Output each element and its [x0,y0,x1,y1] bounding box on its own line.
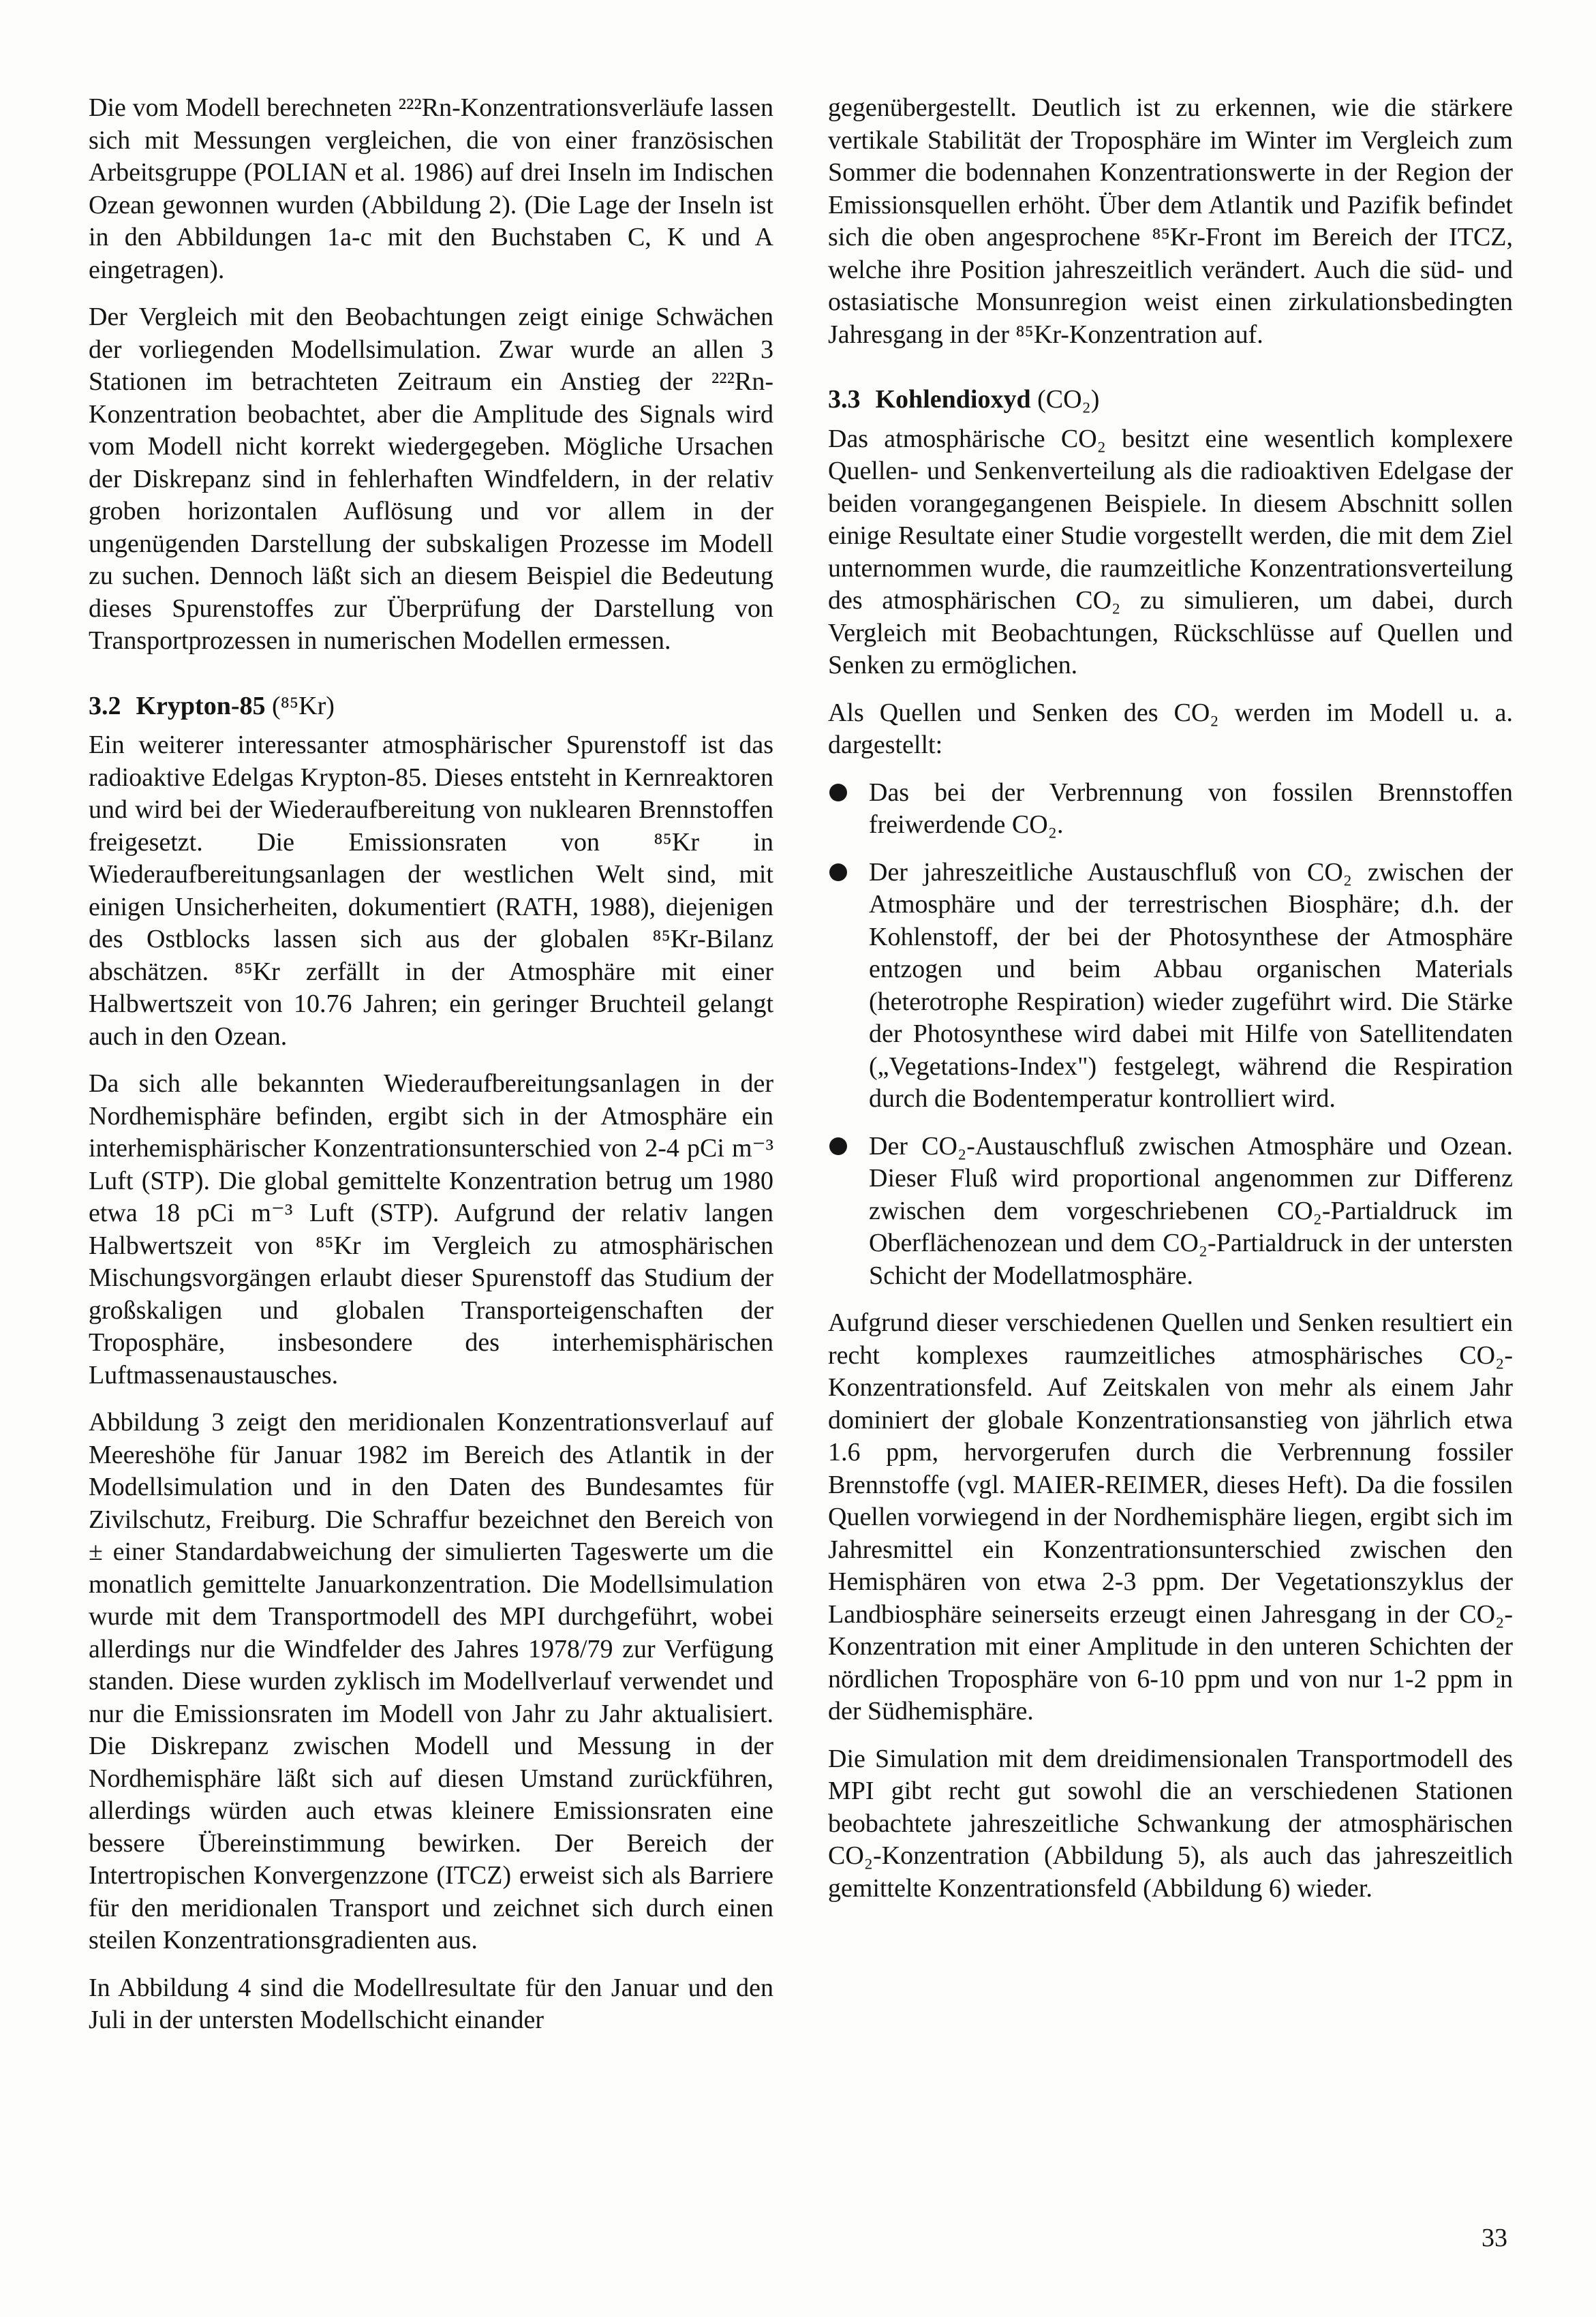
bullet-icon [829,1137,847,1155]
page-number: 33 [1482,2224,1507,2252]
paragraph: Ein weiterer interessanter atmosphärischer Spurenstoff ist das radioaktive Edelgas Krypton-85. Dieses entsteht in Kernreaktoren und wird bei der Wiederaufbereitung von nuklearen Brennstoffen freigesetzt. Die Emissionsraten von ⁸⁵Kr in Wiederaufbereitungsanlagen der westlichen Welt sind, mit einigen Unsicherheiten, dokumentiert (RATH, 1988), diejenigen des Ostblocks lassen sich aus der globalen ⁸⁵Kr-Bilanz abschätzen. ⁸⁵Kr zerfällt in der Atmosphäre mit einer Halbwertszeit von 10.76 Jahren; ein geringer Bruchteil gelangt auch in den Ozean. [89,731,773,1051]
section-title: Kohlendioxyd [875,385,1031,414]
paragraph: In Abbildung 4 sind die Modellresultate für den Januar und den Juli in der untersten Modellschicht einander [89,1973,773,2034]
paragraph: Da sich alle bekannten Wiederaufbereitungsanlagen in der Nordhemisphäre befinden, ergibt sich in der Atmosphäre ein interhemisphärischer Konzentrationsunterschied von 2-4 pCi m⁻³ Luft (STP). Die global gemittelte Konzentration betrug um 1980 etwa 18 pCi m⁻³ Luft (STP). Aufgrund der relativ langen Halbwertszeit von ⁸⁵Kr im Vergleich zu atmosphärischen Mischungsvorgängen erlaubt dieser Spurenstoff das Studium der großskaligen und globalen Transporteigenschaften der Troposphäre, insbesondere des interhemisphärischen Luftmassenaustausches. [89,1069,773,1390]
paragraph: Die Simulation mit dem dreidimensionalen Transportmodell des MPI gibt recht gut sowohl die an verschiedenen Stationen beobachtete jahreszeitliche Schwankung der atmosphärischen CO₂-Konzentration (Abbildung 5), als auch das jahreszeitlich gemittelte Konzentrationsfeld (Abbildung 6) wieder. [828,1744,1513,1903]
paragraph: Abbildung 3 zeigt den meridionalen Konzentrationsverlauf auf Meereshöhe für Januar 1982 im Bereich des Atlantik in der Modellsimulation und in den Daten des Bundesamtes für Zivilschutz, Freiburg. Die Schraffur bezeichnet den Bereich von ± einer Standardabweichung der simulierten Tageswerte um die monatlich gemittelte Januarkonzentration. Die Modellsimulation wurde mit dem Transportmodell des MPI durchgeführt, wobei allerdings nur die Windfelder des Jahres 1978/79 zur Verfügung standen. Diese wurden zyklisch im Modellverlauf verwendet und nur die Emissionsraten im Modell von Jahr zu Jahr aktualisiert. Die Diskrepanz zwischen Modell und Messung in der Nordhemisphäre läßt sich auf diesen Umstand zurückführen, allerdings würden auch etwas kleinere Emissionsraten eine bessere Übereinstimmung bewirken. Der Bereich der Intertropischen Konvergenzzone (ITCZ) erweist sich als Barriere für den meridionalen Transport und zeichnet sich durch einen steilen Konzentrationsgradienten aus. [89,1408,773,1954]
list-item-text: Der CO₂-Austauschfluß zwischen Atmosphäre und Ozean. Dieser Fluß wird proportional angenommen zur Differenz zwischen dem vorgeschriebenen CO₂-Partialdruck im Oberflächenozean und dem CO₂-Partialdruck in der untersten Schicht der Modellatmosphäre. [869,1131,1513,1290]
bullet-list [828,777,1513,1293]
section-number: 3.3 [828,385,861,414]
paragraph: Als Quellen und Senken des CO₂ werden im Modell u. a. dargestellt: [828,698,1513,759]
list-item-text: Das bei der Verbrennung von fossilen Brennstoffen freiwerdende CO₂. [869,778,1513,839]
section-heading-3-2 [89,690,773,723]
right-column [828,92,1513,1920]
list-item [828,777,1513,842]
section-number: 3.2 [89,691,121,720]
list-item-text: Der jahreszeitliche Austauschfluß von CO₂ zwischen der Atmosphäre und der terrestrischen Biosphäre; d.h. der Kohlenstoff, der bei der Photosynthese der Atmosphäre entzogen und beim Abbau organischen Materials (heterotrophe Respiration) wieder zugeführt wird. Die Stärke der Photosynthese wird dabei mit Hilfe von Satellitendaten („Vegetations-Index") festgelegt, während die Respiration durch die Bodentemperatur kontrolliert wird. [869,857,1513,1113]
left-column [89,92,773,2052]
paragraph: Die vom Modell berechneten ²²²Rn-Konzentrationsverläufe lassen sich mit Messungen vergleichen, die von einer französischen Arbeitsgruppe (POLIAN et al. 1986) auf drei Inseln im Indischen Ozean gewonnen wurden (Abbildung 2). (Die Lage der Inseln ist in den Abbildungen 1a-c mit den Buchstaben C, K und A eingetragen). [89,93,773,284]
paragraph: Der Vergleich mit den Beobachtungen zeigt einige Schwächen der vorliegenden Modellsimulation. Zwar wurde an allen 3 Stationen im betrachteten Zeitraum ein Anstieg der ²²²Rn-Konzentration beobachtet, aber die Amplitude des Signals wird vom Modell nicht korrekt wiedergegeben. Mögliche Ursachen der Diskrepanz sind in fehlerhaften Windfeldern, in der relativ groben horizontalen Auflösung und vor allem in der ungenügenden Darstellung der subskaligen Prozesse im Modell zu suchen. Dennoch läßt sich an diesem Beispiel die Bedeutung dieses Spurenstoffes zur Überprüfung der Darstellung von Transportprozessen in numerischen Modellen ermessen. [89,303,773,655]
section-title-suffix: (⁸⁵Kr) [272,691,335,720]
section-title: Krypton-85 [136,691,266,720]
bullet-icon [829,863,847,881]
paragraph: Aufgrund dieser verschiedenen Quellen und Senken resultiert ein recht komplexes raumzeitliches atmosphärisches CO₂-Konzentrationsfeld. Auf Zeitskalen von mehr als einem Jahr dominiert der globale Konzentrationsanstieg von jährlich etwa 1.6 ppm, hervorgerufen durch die Verbrennung fossiler Brennstoffe (vgl. MAIER-REIMER, dieses Heft). Da die fossilen Quellen vorwiegend in der Nordhemisphäre liegen, ergibt sich im Jahresmittel ein Konzentrationsunterschied zwischen den Hemisphären von etwa 2-3 ppm. Der Vegetationszyklus der Landbiosphäre seinerseits erzeugt einen Jahresgang in der CO₂-Konzentration mit einer Amplitude in den unteren Schichten der nördlichen Troposphäre von 6-10 ppm und von nur 1-2 ppm in der Südhemisphäre. [828,1308,1513,1725]
section-heading-3-3 [828,384,1513,416]
paragraph: gegenübergestellt. Deutlich ist zu erkennen, wie die stärkere vertikale Stabilität der Troposphäre im Winter im Vergleich zum Sommer die bodennahen Konzentrationswerte in der Region der Emissionsquellen erhöht. Über dem Atlantik und Pazifik befindet sich die oben angesprochene ⁸⁵Kr-Front im Bereich der ITCZ, welche ihre Position jahreszeitlich verändert. Auch die süd- und ostasiatische Monsunregion weist einen zirkulationsbedingten Jahresgang in der ⁸⁵Kr-Konzentration auf. [828,93,1513,349]
paragraph: Das atmosphärische CO₂ besitzt eine wesentlich komplexere Quellen- und Senkenverteilung als die radioaktiven Edelgase der beiden vorangegangenen Beispiele. In diesem Abschnitt sollen einige Resultate einer Studie vorgestellt werden, die mit dem Ziel unternommen wurde, die raumzeitliche Konzentrationsverteilung des atmosphärischen CO₂ zu simulieren, um dabei, durch Vergleich mit Beobachtungen, Rückschlüsse auf Quellen und Senken zu ermöglichen. [828,424,1513,679]
list-item [828,1131,1513,1293]
list-item [828,857,1513,1116]
section-title-suffix: (CO₂) [1037,385,1100,414]
bullet-icon [829,784,847,801]
